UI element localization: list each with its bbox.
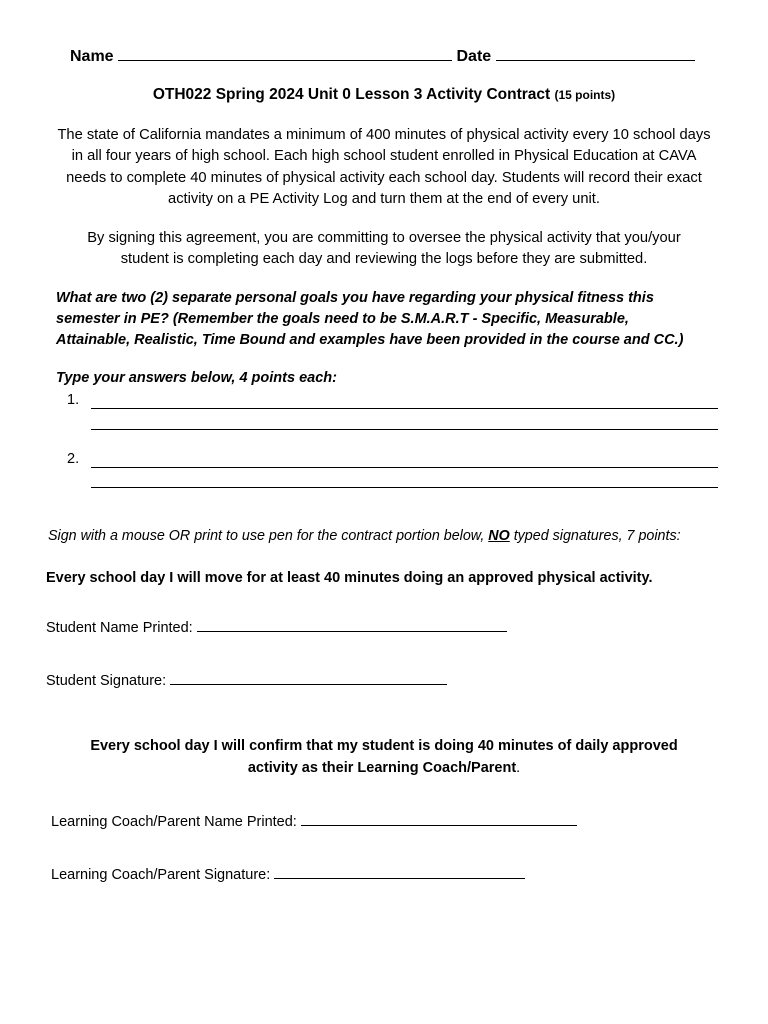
student-name-label: Student Name Printed:	[46, 620, 193, 636]
intro-line: in all four years of high school. Each high school student enrolled in Physical Education at CAVA	[71, 148, 697, 165]
coach-signature-field	[51, 864, 525, 883]
answer-1-line-2[interactable]	[91, 428, 718, 430]
title-points: (15 points)	[554, 88, 616, 102]
student-name-blank[interactable]	[197, 617, 507, 632]
answer-2-line-2[interactable]	[91, 486, 718, 488]
student-signature-label: Student Signature:	[46, 673, 167, 689]
coach-pledge	[40, 736, 728, 779]
answer-1-line-1[interactable]	[91, 407, 718, 409]
agreement-paragraph	[40, 228, 728, 271]
goals-question	[56, 288, 683, 351]
coach-pledge-line	[40, 758, 728, 780]
page-title	[40, 86, 728, 104]
student-pledge: Every school day I will move for at least 40 minutes doing an approved physical activity.	[46, 570, 653, 586]
student-name-field	[46, 617, 507, 636]
answer-2-line-1[interactable]	[91, 466, 718, 468]
coach-signature-label: Learning Coach/Parent Signature:	[51, 867, 271, 883]
name-blank[interactable]	[118, 46, 452, 61]
answer-number: 1.	[67, 392, 80, 408]
answer-item	[0, 392, 768, 432]
sign-instruction-after: typed signatures, 7 points:	[509, 528, 681, 544]
coach-name-blank[interactable]	[301, 811, 577, 826]
agreement-line: By signing this agreement, you are committing to oversee the physical activity that you/your	[87, 230, 681, 246]
student-signature-blank[interactable]	[170, 670, 447, 685]
sign-instruction-before: Sign with a mouse OR print to use pen for the contract portion below,	[48, 528, 489, 544]
coach-signature-blank[interactable]	[274, 864, 525, 879]
student-signature-field	[46, 670, 447, 689]
coach-name-label: Learning Coach/Parent Name Printed:	[51, 814, 297, 830]
intro-line: The state of California mandates a minimum of 400 minutes of physical activity every 10 school days	[57, 127, 711, 143]
coach-pledge-line: Every school day I will confirm that my student is doing 40 minutes of daily approved	[90, 738, 678, 754]
intro-paragraph	[40, 125, 728, 210]
title-text: OTH022 Spring 2024 Unit 0 Lesson 3 Activity Contract	[152, 86, 551, 103]
agreement-line: student is completing each day and reviewing the logs before they are submitted.	[120, 251, 648, 268]
answers-header: Type your answers below, 4 points each:	[56, 370, 337, 386]
date-blank[interactable]	[496, 46, 695, 61]
coach-pledge-line-text: activity as their Learning Coach/Parent	[247, 759, 517, 776]
answer-number: 2.	[67, 451, 80, 467]
question-line: What are two (2) separate personal goals you have regarding your physical fitness this	[56, 290, 654, 306]
name-label: Name	[70, 48, 114, 65]
coach-pledge-period: .	[516, 759, 521, 776]
answer-item	[0, 451, 768, 491]
sign-instruction	[48, 528, 681, 544]
coach-name-field	[51, 811, 577, 830]
date-label: Date	[456, 48, 492, 65]
intro-line: needs to complete 40 minutes of physical activity each school day. Students will record their exact	[66, 169, 702, 186]
intro-line: activity on a PE Activity Log and turn them at the end of every unit.	[168, 190, 600, 207]
question-line: Attainable, Realistic, Time Bound and examples have been provided in the course and CC.)	[56, 332, 684, 348]
name-date-header	[70, 46, 695, 66]
question-line: semester in PE? (Remember the goals need to be S.M.A.R.T - Specific, Measurable,	[56, 311, 629, 327]
sign-instruction-emphasis: NO	[488, 528, 510, 544]
